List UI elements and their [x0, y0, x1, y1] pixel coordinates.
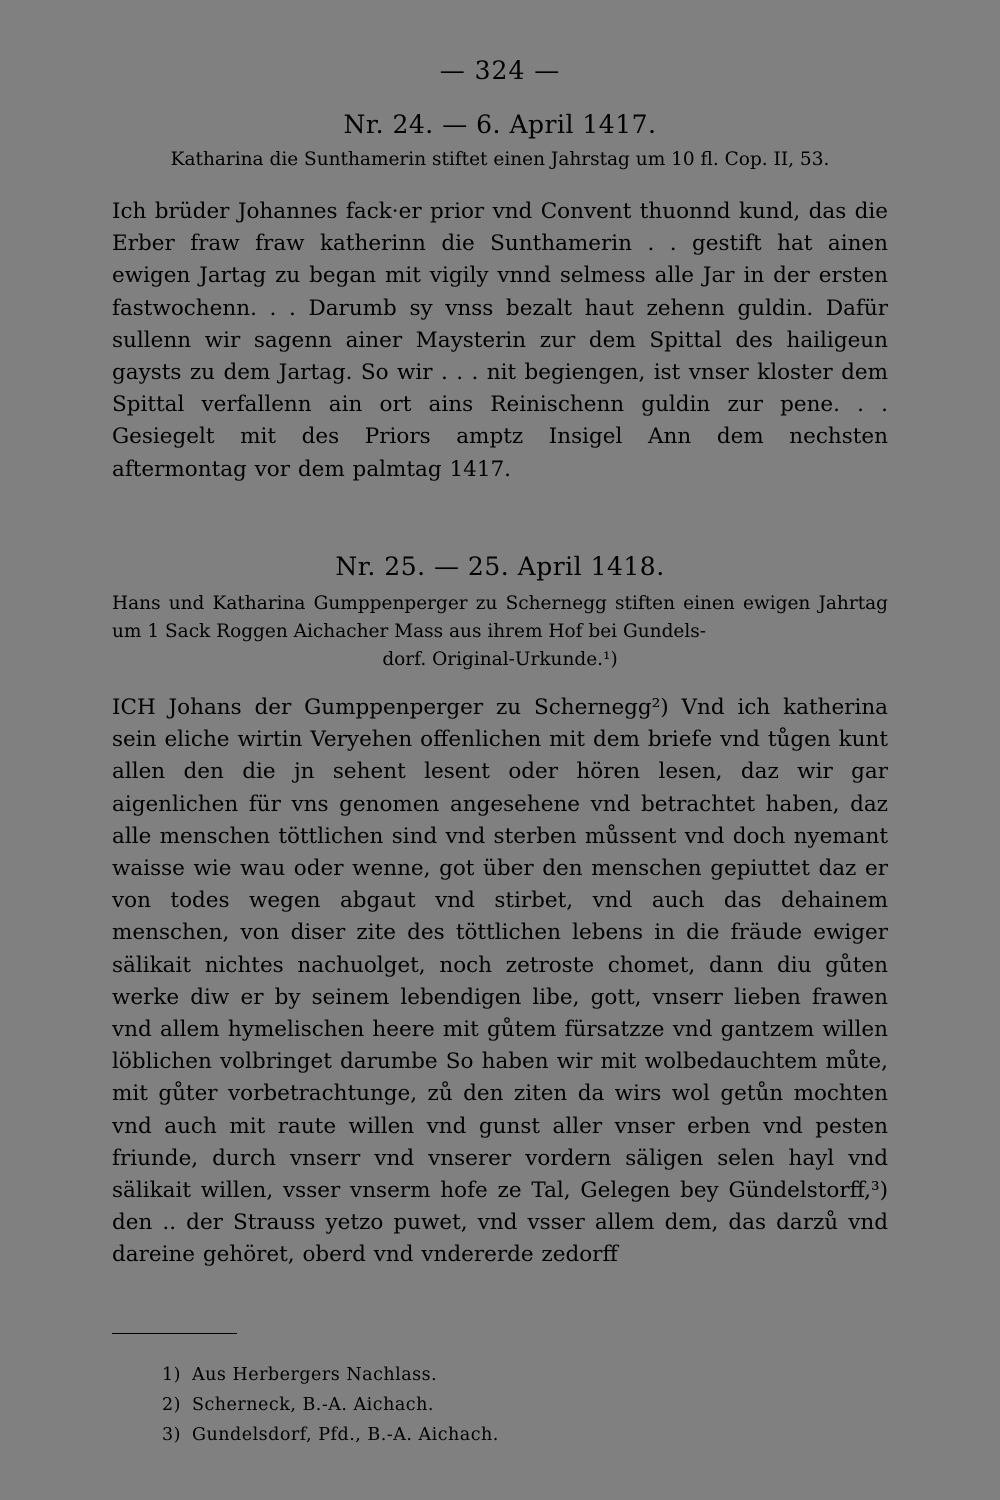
paragraph: ICH Johans der Gumppenperger zu Schernegg²) Vnd ich katherina sein eliche wirtin Veryehen offenlichen mit dem briefe vnd tůgen kunt allen den die jn sehent lesent oder hören lesen, daz wir gar aigenlichen für vns genomen angesehene vnd betrachtet haben, daz alle menschen töttlichen sind vnd sterben můssent vnd doch nyemant waisse wie wau oder wenne, got über den menschen gepiuttet daz er von todes wegen abgaut vnd stirbet, vnd auch das dehainem menschen, von diser zite des töttlichen lebens in die fräude ewiger sälikait nichtes nachuolget, noch zetroste chomet, dann diu gůten werke diw er by seinem lebendigen libe, gott, vnserr lieben frawen vnd allem hymelischen heere mit gůtem fürsatzze vnd gantzem willen löblichen volbringet darumbe So haben wir mit wolbedauchtem můte, mit gůter vorbetrachtunge, zů den ziten da wirs wol getůn mochten vnd auch mit raute willen vnd gunst aller vnser erben vnd pesten friunde, durch vnserr vnd vnserer vordern säligen selen hayl vnd sälikait willen, vsser vnserm hofe ze Tal, Gelegen bey Gündelstorff,³) den .. der Strauss yetzo puwet, vnd vsser allem dem, das darzů vnd dareine gehöret, oberd vnd vndererde zedorff	[112, 695, 888, 1268]
footnote	[162, 1420, 862, 1450]
footnote-text: Gundelsdorf, Pfd., B.-A. Aichach.	[192, 1425, 499, 1445]
footnote-number: 3)	[162, 1425, 181, 1445]
entry-summary-continuation: dorf. Original-Urkunde.¹)	[382, 649, 618, 670]
paragraph: Ich brüder Johannes fack·er prior vnd Convent thuonnd kund, das die Erber fraw fraw katherinn die Sunthamerin . . gestift hat ainen ewigen Jartag zu began mit vigily vnnd selmess alle Jar in der ersten fastwochenn. . . Darumb sy vnss bezalt haut zehenn guldin. Dafür sullenn wir sagenn ainer Maysterin zur dem Spittal des hailigeun gaysts zu dem Jartag. So wir . . . nit begiengen, ist vnser kloster dem Spittal verfallenn ain ort ains Reinischenn guldin zur pene. . . Gesiegelt mit des Priors amptz Insigel Ann dem nechsten aftermontag vor dem palmtag 1417.	[112, 199, 888, 482]
footnote	[162, 1360, 862, 1390]
footnote-divider	[112, 1333, 237, 1334]
footnote-number: 2)	[162, 1395, 181, 1415]
footnote	[162, 1390, 862, 1420]
document-text	[112, 692, 888, 1272]
entry-heading: Nr. 25. — 25. April 1418.	[335, 552, 665, 581]
entry-summary: Hans und Katharina Gumppenperger zu Schernegg stiften einen ewigen Jahrtag um 1 Sack Roggen Aichacher Mass aus ihrem Hof bei Gundels-	[112, 593, 888, 642]
footnote-text: Scherneck, B.-A. Aichach.	[192, 1395, 434, 1415]
document-text	[112, 196, 888, 486]
footnotes	[162, 1360, 862, 1450]
entry-heading: Nr. 24. — 6. April 1417.	[343, 110, 657, 139]
footnote-text: Aus Herbergers Nachlass.	[192, 1365, 438, 1385]
entry-summary: Katharina die Sunthamerin stiftet einen Jahrstag um 10 fl. Cop. II, 53.	[170, 149, 830, 170]
footnote-number: 1)	[162, 1365, 181, 1385]
page-number: — 324 —	[439, 56, 561, 85]
